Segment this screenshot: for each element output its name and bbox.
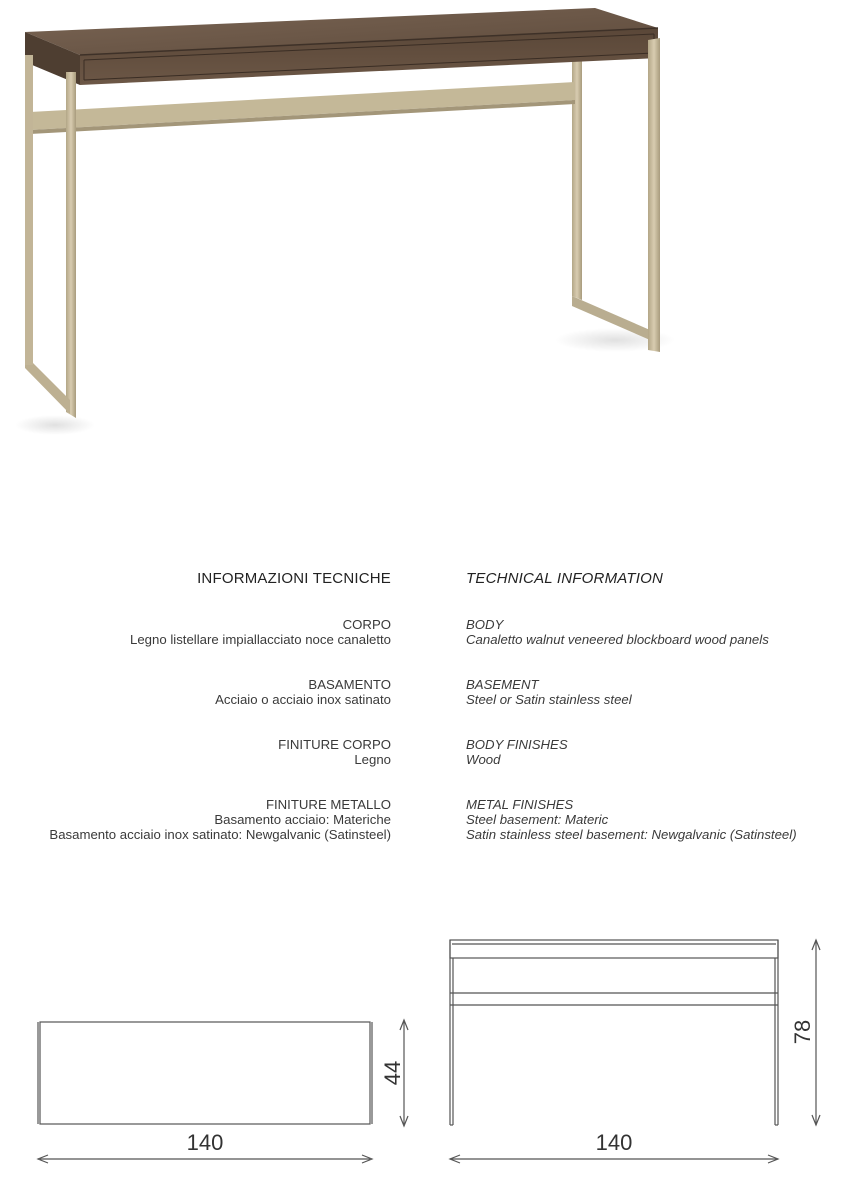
spec-group-basement-en xyxy=(466,677,797,707)
spec-group-basement-it xyxy=(49,677,391,707)
spec-group-metal-finishes-en xyxy=(466,797,797,842)
spec-line: Steel or Satin stainless steel xyxy=(466,692,632,707)
rear-right-leg xyxy=(572,60,650,340)
spec-title: BODY xyxy=(466,617,504,632)
spec-group-body-it xyxy=(49,617,391,647)
spec-line: Canaletto walnut veneered blockboard wood panels xyxy=(466,632,769,647)
spec-title: CORPO xyxy=(342,617,391,632)
spec-group-body-en xyxy=(466,617,797,647)
spec-title: FINITURE METALLO xyxy=(265,797,391,812)
top-view-depth-label: 44 xyxy=(380,1060,405,1086)
spec-line: Basamento acciaio inox satinato: Newgalvanic (Satinsteel) xyxy=(49,827,391,842)
spec-line: Wood xyxy=(466,752,501,767)
technical-info-english xyxy=(466,568,797,872)
front-left-leg xyxy=(25,55,76,418)
spec-line: Satin stainless steel basement: Newgalvanic (Satinsteel) xyxy=(466,827,797,842)
spec-group-body-finishes-it xyxy=(49,737,391,767)
front-view-drawing xyxy=(440,930,840,1170)
spec-line: Acciaio o acciaio inox satinato xyxy=(215,692,391,707)
spec-title: BASEMENT xyxy=(466,677,539,692)
front-view-height-label: 78 xyxy=(790,1019,815,1045)
spec-line: Basamento acciaio: Materiche xyxy=(214,812,391,827)
spec-title: BASAMENTO xyxy=(308,677,391,692)
product-photo xyxy=(0,0,849,460)
spec-group-body-finishes-en xyxy=(466,737,797,767)
spec-title: FINITURE CORPO xyxy=(278,737,391,752)
tabletop xyxy=(25,8,658,85)
top-view-drawing xyxy=(30,1010,420,1170)
spec-title: METAL FINISHES xyxy=(466,797,574,812)
front-view-width-label: 140 xyxy=(595,1130,633,1155)
top-view-width-label: 140 xyxy=(186,1130,224,1155)
spec-line: Steel basement: Materic xyxy=(466,812,609,827)
heading-english: TECHNICAL INFORMATION xyxy=(466,570,663,587)
front-right-leg xyxy=(648,38,660,352)
spec-group-metal-finishes-it xyxy=(49,797,391,842)
spec-line: Legno listellare impiallacciato noce canaletto xyxy=(130,632,391,647)
spec-line: Legno xyxy=(354,752,391,767)
heading-italian: INFORMAZIONI TECNICHE xyxy=(197,570,391,587)
spec-title: BODY FINISHES xyxy=(466,737,568,752)
technical-info-italian xyxy=(49,568,391,872)
